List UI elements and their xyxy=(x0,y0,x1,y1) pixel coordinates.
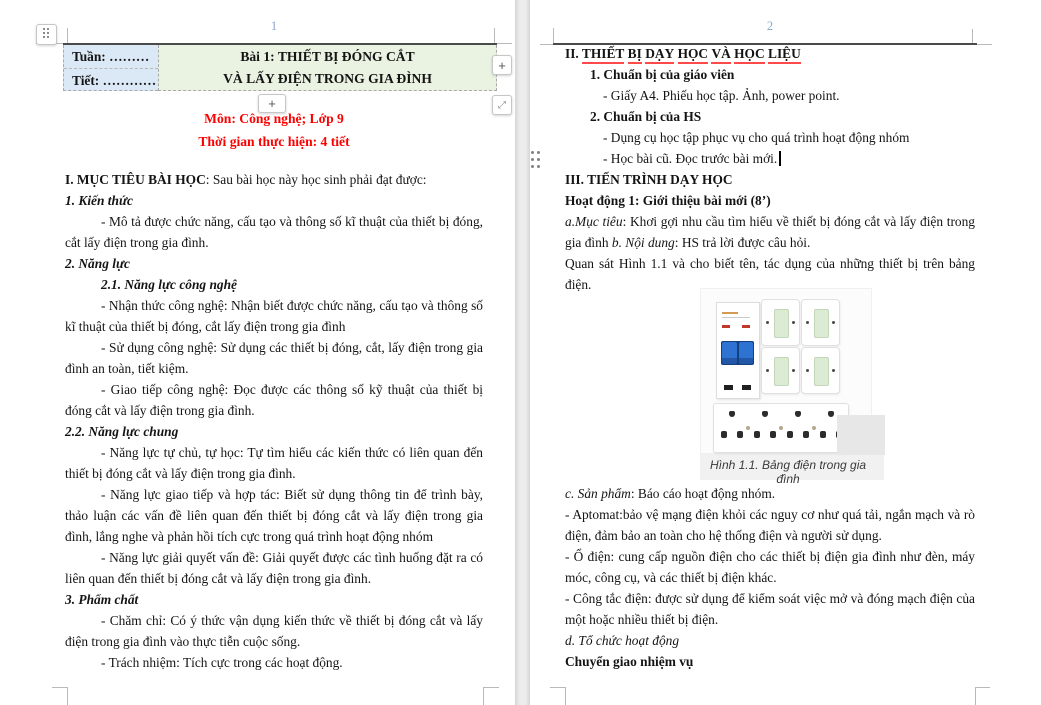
margin-mark xyxy=(553,28,554,43)
crop-mark xyxy=(67,687,68,705)
page-number-2: 2 xyxy=(766,19,774,33)
page-1 xyxy=(0,0,515,705)
paragraph: - Ổ điện: cung cấp nguồn điện cho các thiết bị điện gia đình như đèn, máy móc, công cụ, và các thiết bị điện khác. xyxy=(565,549,975,585)
plus-icon: + xyxy=(498,57,506,73)
heading-nang-luc: 2. Năng lực xyxy=(65,256,130,271)
insert-row-button[interactable] xyxy=(492,55,512,75)
crop-mark xyxy=(483,687,499,688)
week-label: Tuần: ……… xyxy=(64,45,158,69)
light-switch xyxy=(801,299,840,346)
breaker-terminal xyxy=(742,385,751,390)
paragraph: - Giao tiếp công nghệ: Đọc được các thông số kỹ thuật của thiết bị đóng cắt và lấy điện trong gia đình. xyxy=(65,382,483,418)
screw xyxy=(832,369,835,372)
screw xyxy=(806,369,809,372)
margin-mark xyxy=(972,29,973,43)
light-switch xyxy=(761,299,800,346)
plus-icon: + xyxy=(268,96,276,111)
paragraph: - Mô tả được chức năng, cấu tạo và thông số kĩ thuật của thiết bị đóng, cắt lấy điện trong gia đình. xyxy=(65,214,483,250)
heading-chuan-bi-hs: 2. Chuẩn bị của HS xyxy=(590,109,702,124)
paragraph: - Trách nhiệm: Tích cực trong các hoạt động. xyxy=(101,655,343,670)
margin-mark xyxy=(497,43,512,44)
switch-rocker xyxy=(774,309,789,338)
paragraph: - Aptomat:bảo vệ mạng điện khỏi các nguy cơ như quá tải, ngắn mạch và rò điện, đảm bảo an toàn cho hệ thống điện và người sử dụng. xyxy=(565,507,975,543)
text-cursor xyxy=(779,151,781,166)
screw xyxy=(812,426,816,430)
paragraph: - Giấy A4. Phiếu học tập. Ảnh, power point. xyxy=(603,88,840,103)
margin-mark xyxy=(67,28,68,43)
screw xyxy=(792,321,795,324)
paragraph: - Chăm chỉ: Có ý thức vận dụng kiến thức về thiết bị đóng cắt và lấy điện trong gia đình vào thực tiễn cuộc sống. xyxy=(65,613,483,649)
breaker-detail-line xyxy=(722,317,750,318)
paragraph: - Sử dụng công nghệ: Sử dụng các thiết bị đóng, cắt, lấy điện trong gia đình an toàn, tiết kiệm. xyxy=(65,340,483,376)
paragraph: Quan sát Hình 1.1 và cho biết tên, tác dụng của những thiết bị trên bảng điện. xyxy=(565,256,975,292)
margin-mark xyxy=(977,44,992,45)
heading-chuan-bi-gv: 1. Chuẩn bị của giáo viên xyxy=(590,67,735,82)
figure-caption: Hình 1.1. Bảng điện trong gia đình xyxy=(709,458,867,486)
heading-chuyen-giao: Chuyển giao nhiệm vụ xyxy=(565,654,694,669)
electrical-board-photo xyxy=(700,288,872,454)
crop-mark xyxy=(483,687,484,705)
heading-thiet-bi-day-hoc: II. THIẾT BỊ DẠY HỌC VÀ HỌC LIỆU xyxy=(565,43,975,64)
screw xyxy=(746,426,750,430)
page1-body xyxy=(65,169,483,673)
breaker-terminal xyxy=(724,385,733,390)
table-cell-week-period xyxy=(63,45,158,91)
crop-mark xyxy=(975,687,990,688)
heading-tien-trinh: III. TIẾN TRÌNH DẠY HỌC xyxy=(565,172,733,187)
switch-rocker xyxy=(814,309,829,338)
heading-muc-tieu: I. MỤC TIÊU BÀI HỌC: Sau bài học này học sinh phải đạt được: xyxy=(65,172,427,187)
screw xyxy=(832,321,835,324)
margin-mark xyxy=(540,44,553,45)
period-label: Tiết: ………… xyxy=(72,73,157,88)
lesson-header-table xyxy=(63,45,497,91)
paragraph: - Nhận thức công nghệ: Nhận biết được chức năng, cấu tạo và thông số kĩ thuật của thiết bị đóng, cắt lấy điện trong gia đình xyxy=(65,298,483,334)
heading-pham-chat: 3. Phẩm chất xyxy=(65,592,139,607)
table-move-handle[interactable] xyxy=(36,24,57,45)
screw xyxy=(792,369,795,372)
screw xyxy=(766,369,769,372)
socket xyxy=(752,409,778,447)
crop-mark xyxy=(975,687,976,705)
crop-mark xyxy=(565,687,566,705)
paragraph: - Học bài cũ. Đọc trước bài mới. xyxy=(565,148,975,169)
crop-mark xyxy=(52,687,68,688)
socket xyxy=(785,409,811,447)
crop-mark xyxy=(550,687,566,688)
table-cell-lesson-title xyxy=(158,45,497,91)
page-2 xyxy=(530,0,1041,705)
breaker-red-mark xyxy=(742,325,750,328)
paragraph: - Công tắc điện: được sử dụng để kiểm soát việc mở và đóng mạch điện của một hoặc nhiều thiết bị điện. xyxy=(565,591,975,627)
lesson-title-line2: VÀ LẤY ĐIỆN TRONG GIA ĐÌNH xyxy=(223,71,432,86)
paragraph: - Năng lực tự chủ, tự học: Tự tìm hiểu các kiến thức có liên quan đến thiết bị đóng cắt và lấy điện trong gia đình. xyxy=(65,445,483,481)
page-gap xyxy=(515,0,530,705)
paragraph: - Năng lực giải quyết vấn đề: Giải quyết được các tình huống đặt ra có liên quan đến thiết bị đóng cắt và lấy điện trong gia đình. xyxy=(65,550,483,586)
page2-body-bottom xyxy=(565,483,975,672)
heading-kien-thuc: 1. Kiến thức xyxy=(65,193,133,208)
drag-dots-icon xyxy=(43,28,45,30)
paragraph-drag-handle[interactable] xyxy=(531,151,534,154)
paragraph: - Dụng cụ học tập phục vụ cho quá trình hoạt động nhóm xyxy=(603,130,910,145)
margin-mark xyxy=(494,28,495,43)
light-switch xyxy=(801,347,840,394)
heading-nang-luc-chung: 2.2. Năng lực chung xyxy=(65,424,179,439)
lesson-title-line1: Bài 1: THIẾT BỊ ĐÓNG CẮT xyxy=(240,49,415,64)
lesson-subtitle xyxy=(65,107,483,153)
duration-line: Thời gian thực hiện: 4 tiết xyxy=(198,134,350,149)
photo-shadow-block xyxy=(837,415,885,455)
breaker-red-mark xyxy=(722,325,730,328)
breaker-blue-toggles xyxy=(721,341,754,365)
circuit-breaker-aptomat xyxy=(716,302,760,399)
heading-hoat-dong-1: Hoạt động 1: Giới thiệu bài mới (8’) xyxy=(565,193,771,208)
power-outlet-strip xyxy=(713,403,849,453)
table-resize-handle[interactable] xyxy=(492,95,512,115)
paragraph: a.Mục tiêu: Khơi gợi nhu cầu tìm hiểu về thiết bị đóng cắt và lấy điện trong gia đình b. Nội dung: HS trả lời được câu hỏi. xyxy=(565,214,975,250)
screw xyxy=(779,426,783,430)
socket xyxy=(719,409,745,447)
page-number-1: 1 xyxy=(270,19,278,33)
breaker-brand-mark xyxy=(722,312,738,314)
heading-nang-luc-cong-nghe: 2.1. Năng lực công nghệ xyxy=(101,277,237,292)
subject-grade-line: Môn: Công nghệ; Lớp 9 xyxy=(204,111,344,126)
screw xyxy=(766,321,769,324)
paragraph: - Năng lực giao tiếp và hợp tác: Biết sử dụng thông tin để trình bày, thảo luận các vấn đề liên quan đến thiết bị đóng cắt và lấy điện trong gia đình, lắng nghe và phản hồi tích cực trong quá trình hoạt động nhóm xyxy=(65,487,483,544)
light-switch xyxy=(761,347,800,394)
switch-rocker xyxy=(814,357,829,386)
resize-icon: ⤢ xyxy=(498,99,506,111)
paragraph: c. Sản phẩm: Báo cáo hoạt động nhóm. xyxy=(565,486,776,501)
heading-to-chuc: d. Tổ chức hoạt động xyxy=(565,633,680,648)
screw xyxy=(806,321,809,324)
switch-rocker xyxy=(774,357,789,386)
figure-bang-dien xyxy=(700,288,884,484)
page2-body-top xyxy=(565,43,975,295)
